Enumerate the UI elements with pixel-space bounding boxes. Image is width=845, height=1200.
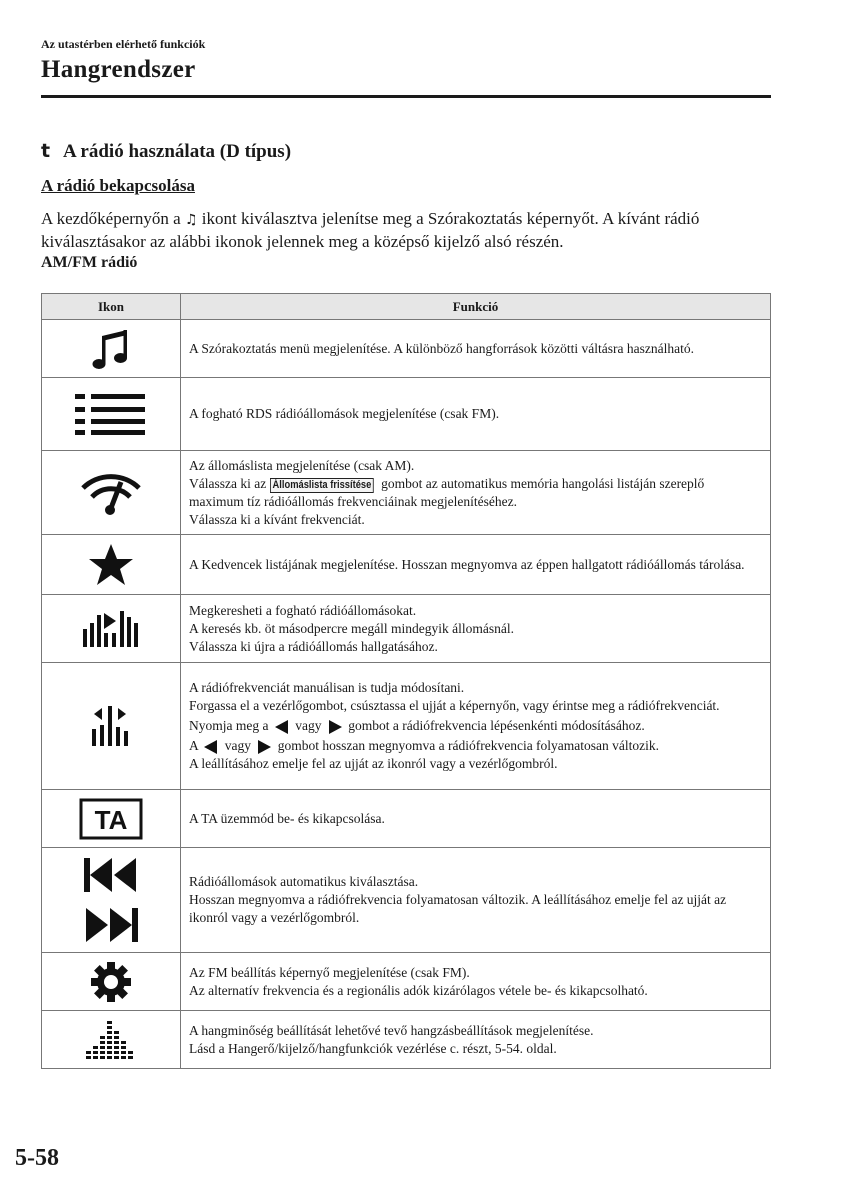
function-cell <box>181 953 771 1011</box>
station-list-refresh-button: Állomáslista frissítése <box>270 478 374 493</box>
icon-cell <box>42 790 181 848</box>
right-triangle-icon <box>257 740 271 754</box>
sub-heading: A rádió bekapcsolása <box>41 176 195 195</box>
function-cell <box>181 451 771 535</box>
icon-cell <box>42 595 181 663</box>
function-text-part: Válassza ki az <box>189 475 270 491</box>
function-text: A hangminőség beállítását lehetővé tevő hangzásbeállítások megjelenítése. <box>189 1022 594 1038</box>
left-triangle-icon <box>204 740 218 754</box>
table-row <box>42 1011 771 1069</box>
function-text: Válassza ki újra a rádióállomás hallgatásához. <box>189 638 438 654</box>
col-header-icon: Ikon <box>42 294 181 320</box>
icon-cell <box>42 535 181 595</box>
function-text: Az állomáslista megjelenítése (csak AM). <box>189 457 415 473</box>
function-text: Megkeresheti a fogható rádióállomásokat. <box>189 602 417 618</box>
function-text: Az FM beállítás képernyő megjelenítése (csak FM). <box>189 964 470 980</box>
music-note-inline-icon: ♫ <box>184 212 198 228</box>
table-header-row <box>42 294 771 320</box>
seek-back-icon <box>82 856 140 894</box>
title-rule <box>41 95 771 98</box>
table-row <box>42 848 771 953</box>
station-list-icon <box>79 470 143 516</box>
function-text: Lásd a Hangerő/kijelző/hangfunkciók vezérlése c. részt, 5-54. oldal. <box>189 1040 557 1056</box>
function-cell <box>181 663 771 790</box>
manual-tune-icon <box>89 705 133 747</box>
star-icon <box>88 543 134 587</box>
table-row <box>42 535 771 595</box>
function-text-part: gombot az automatikus memória hangolási listáján szereplő maximum tíz rádióállomás frekvenciáinak megjelenítéséhez. <box>189 475 705 509</box>
icon-cell <box>42 378 181 451</box>
function-text: A Szórakoztatás menü megjelenítése. A különböző hangforrások közötti váltásra használható. <box>189 340 694 356</box>
function-text: A leállításához emelje fel az ujját az ikonról vagy a vezérlőgombról. <box>189 756 558 771</box>
page-number: 5-58 <box>15 1145 59 1171</box>
col-header-function: Funkció <box>181 294 771 320</box>
function-text: A TA üzemmód be- és kikapcsolása. <box>189 810 385 826</box>
icon-cell <box>42 320 181 378</box>
function-text: Válassza ki a kívánt frekvenciát. <box>189 511 365 527</box>
scan-icon <box>83 609 139 649</box>
table-row <box>42 790 771 848</box>
function-text: Az alternatív frekvencia és a regionális adók kizárólagos vétele be- és kikapcsolható. <box>189 982 648 998</box>
intro-text-after: ikont kiválasztva jelenítse meg a Szórakoztatás képernyőt. A kívánt rádió kiválasztásakor az alábbi ikonok jelennek meg a középső kijelző alsó részén. <box>41 209 700 251</box>
function-text: Hosszan megnyomva a rádiófrekvencia folyamatosan változik. A leállításához emelje fel az ujját az ikonról vagy a vezérlőgombról. <box>189 892 727 925</box>
page-title: Hangrendszer <box>41 56 196 83</box>
icon-cell <box>42 451 181 535</box>
gear-icon <box>90 961 132 1003</box>
subsection-title: A rádió használata (D típus) <box>63 141 292 162</box>
function-text: A Kedvencek listájának megjelenítése. Hosszan megnyomva az éppen hallgatott rádióállomás tárolása. <box>189 556 745 572</box>
subsection-heading <box>41 140 291 163</box>
rds-list-icon <box>75 392 147 436</box>
table-row <box>42 451 771 535</box>
function-text <box>189 475 762 511</box>
function-text: A fogható RDS rádióállomások megjelenítése (csak FM). <box>189 406 500 421</box>
table-row <box>42 320 771 378</box>
function-text: Rádióállomások automatikus kiválasztása. <box>189 874 419 889</box>
function-cell <box>181 535 771 595</box>
function-text-part: vagy <box>221 738 255 753</box>
table-row <box>42 663 771 790</box>
function-cell <box>181 378 771 451</box>
function-cell <box>181 1011 771 1069</box>
subsection-bullet: t <box>41 140 51 162</box>
table-row <box>42 595 771 663</box>
function-text <box>189 737 762 755</box>
function-text <box>189 717 762 735</box>
function-cell <box>181 595 771 663</box>
icon-cell <box>42 848 181 953</box>
icon-cell <box>42 953 181 1011</box>
icon-function-table <box>41 293 771 1069</box>
icon-cell <box>42 1011 181 1069</box>
function-text: Forgassa el a vezérlőgombot, csúsztassa el ujját a képernyőn, vagy érintse meg a rádiófrekvenciát. <box>189 698 720 713</box>
music-note-icon <box>89 326 133 372</box>
ta-icon-text: TA <box>94 804 128 835</box>
icon-cell <box>42 663 181 790</box>
seek-forward-icon <box>82 906 140 944</box>
function-text-part: vagy <box>291 718 325 733</box>
table-row <box>42 953 771 1011</box>
table-row <box>42 378 771 451</box>
intro-paragraph <box>41 208 776 253</box>
function-text-part: gombot hosszan megnyomva a rádiófrekvencia folyamatosan változik. <box>274 738 660 753</box>
function-cell <box>181 320 771 378</box>
function-text-part: gombot a rádiófrekvencia lépésenkénti módosításához. <box>344 718 645 733</box>
ta-icon <box>79 798 143 840</box>
function-text: A rádiófrekvenciát manuálisan is tudja módosítani. <box>189 680 465 695</box>
function-text-part: A <box>189 738 202 753</box>
right-triangle-icon <box>328 720 342 734</box>
intro-text-before: A kezdőképernyőn a <box>41 209 185 228</box>
function-text: A keresés kb. öt másodpercre megáll mindegyik állomásnál. <box>189 620 515 636</box>
function-cell <box>181 848 771 953</box>
function-text-part: Nyomja meg a <box>189 718 272 733</box>
section-label: Az utastérben elérhető funkciók <box>41 37 206 51</box>
function-cell <box>181 790 771 848</box>
equalizer-icon <box>86 1020 136 1060</box>
left-triangle-icon <box>275 720 289 734</box>
band-label: AM/FM rádió <box>41 254 138 271</box>
